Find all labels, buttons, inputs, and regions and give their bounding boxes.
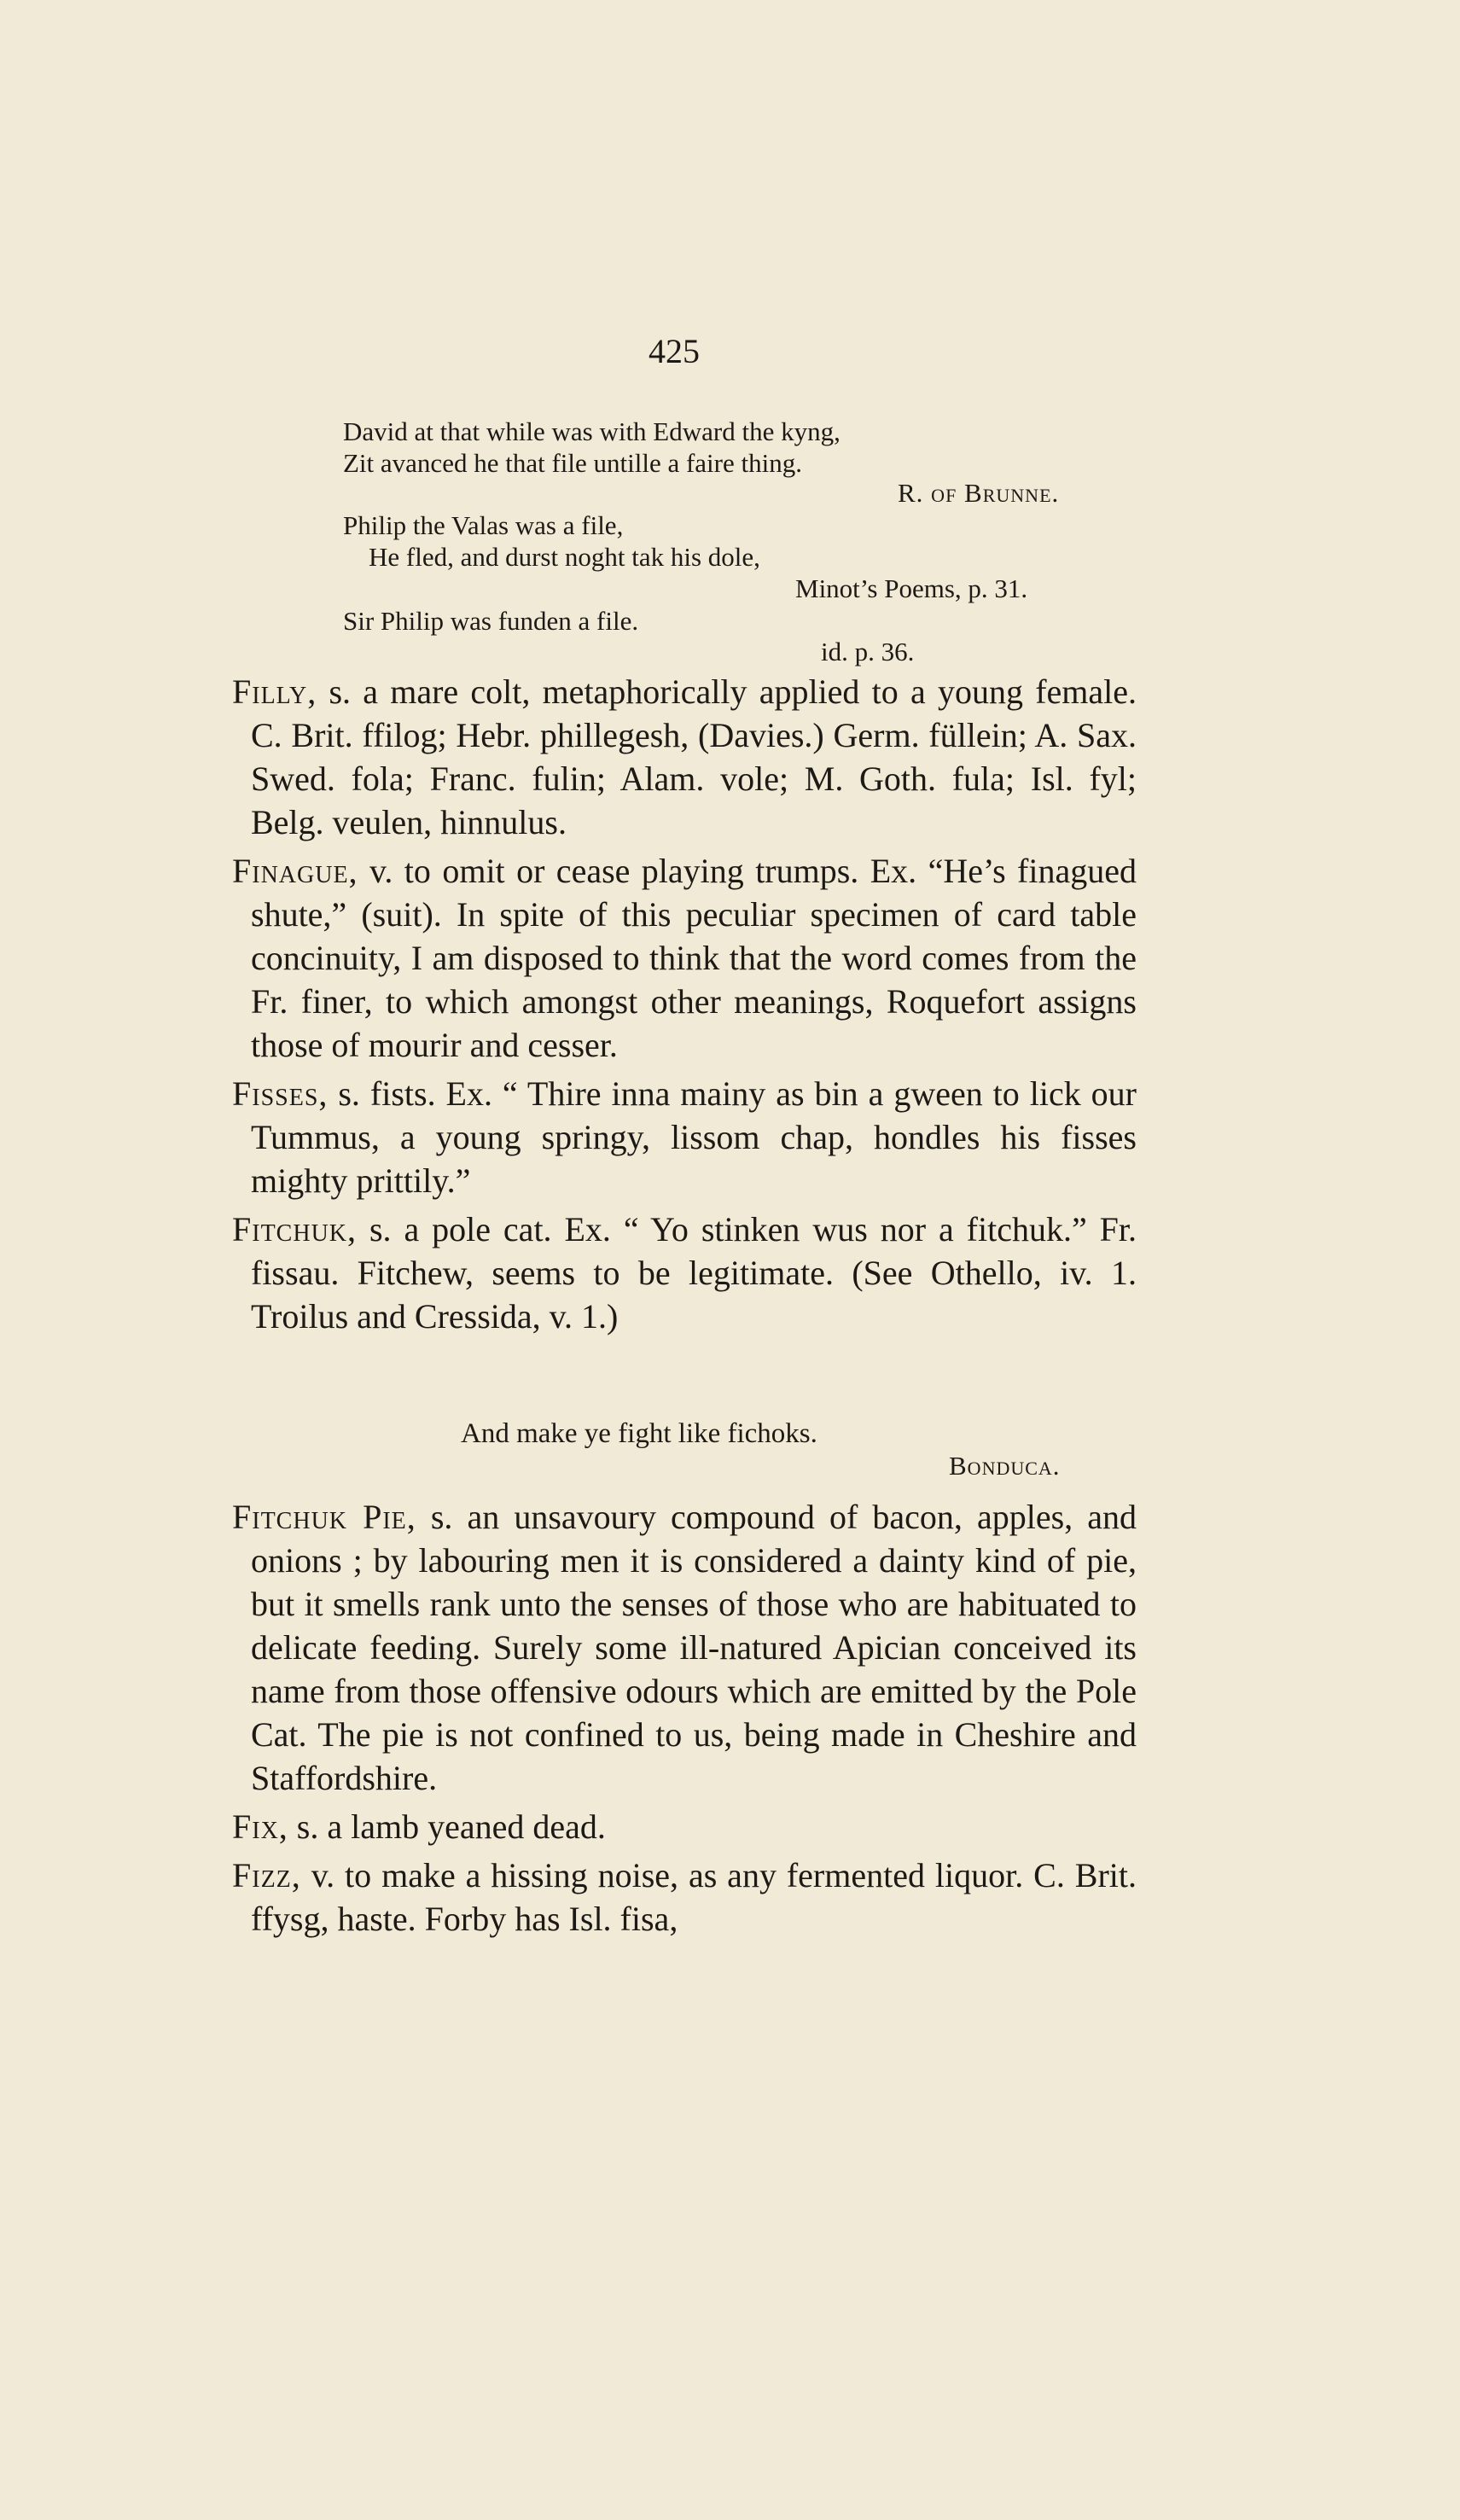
verse-line: He fled, and durst noght tak his dole,	[369, 542, 760, 572]
headword: Fix,	[232, 1807, 288, 1846]
quote-attribution: Bonduca.	[949, 1451, 1061, 1481]
entry	[232, 1072, 1137, 1202]
quote-line: And make ye fight like fichoks.	[461, 1418, 817, 1449]
definition: s. a lamb yeaned dead.	[296, 1807, 606, 1846]
entry	[232, 1854, 1137, 1941]
definition: v. to omit or cease playing trumps. Ex. “He’s finagued shute,” (suit). In spite of this peculiar specimen of card table concinuity, I am disposed to think that the word comes from the Fr. finer, to which amongst other meanings, Roquefort assigns those of mourir and cesser.	[251, 852, 1137, 1064]
entry	[232, 670, 1137, 844]
definition: s. fists. Ex. “ Thire inna mainy as bin a gween to lick our Tummus, a young springy, lissom chap, hondles his fisses mighty prittily.”	[251, 1074, 1137, 1200]
headword: Fitchuk,	[232, 1210, 358, 1248]
verse-attribution: id. p. 36.	[821, 637, 915, 666]
headword: Fitchuk Pie,	[232, 1498, 416, 1536]
verse-attribution: R. of Brunne.	[898, 478, 1060, 508]
headword: Fizz,	[232, 1856, 301, 1894]
definition: s. a mare colt, metaphorically applied to a young female. C. Brit. ffilog; Hebr. phillegesh, (Davies.) Germ. füllein; A. Sax. Swed. fola; Franc. fulin; Alam. vole; M. Goth. fula; Isl. fyl; Belg. veulen, hinnulus.	[251, 672, 1137, 841]
definition: s. an unsavoury compound of bacon, apples, and onions ; by labouring men it is considered a dainty kind of pie, but it smells rank unto the senses of those who are habituated to delicate feeding. Surely some ill-natured Apician conceived its name from those offensive odours which are emitted by the Pole Cat. The pie is not confined to us, being made in Cheshire and Staffordshire.	[251, 1498, 1137, 1797]
verse-line: Philip the Valas was a file,	[343, 510, 624, 540]
headword: Filly,	[232, 672, 317, 711]
verse-line: Sir Philip was funden a file.	[343, 606, 639, 636]
definition: s. a pole cat. Ex. “ Yo stinken wus nor a fitchuk.” Fr. fissau. Fitchew, seems to be legitimate. (See Othello, iv. 1. Troilus and Cressida, v. 1.)	[251, 1210, 1137, 1336]
entry	[232, 1805, 1137, 1848]
definition: v. to make a hissing noise, as any fermented liquor. C. Brit. ffysg, haste. Forby has Isl. fisa,	[251, 1856, 1137, 1938]
page-number: 425	[649, 332, 700, 370]
headword: Finague,	[232, 852, 358, 890]
verse-line: Zit avanced he that file untille a faire thing.	[343, 448, 802, 478]
headword: Fisses,	[232, 1074, 329, 1113]
entry	[232, 1495, 1137, 1800]
verse-line: David at that while was with Edward the kyng,	[343, 416, 841, 446]
entry	[232, 1208, 1137, 1338]
verse-attribution: Minot’s Poems, p. 31.	[795, 573, 1028, 603]
entry	[232, 849, 1137, 1067]
dictionary-entries	[232, 670, 1137, 1343]
dictionary-entries-2	[232, 1495, 1137, 1946]
